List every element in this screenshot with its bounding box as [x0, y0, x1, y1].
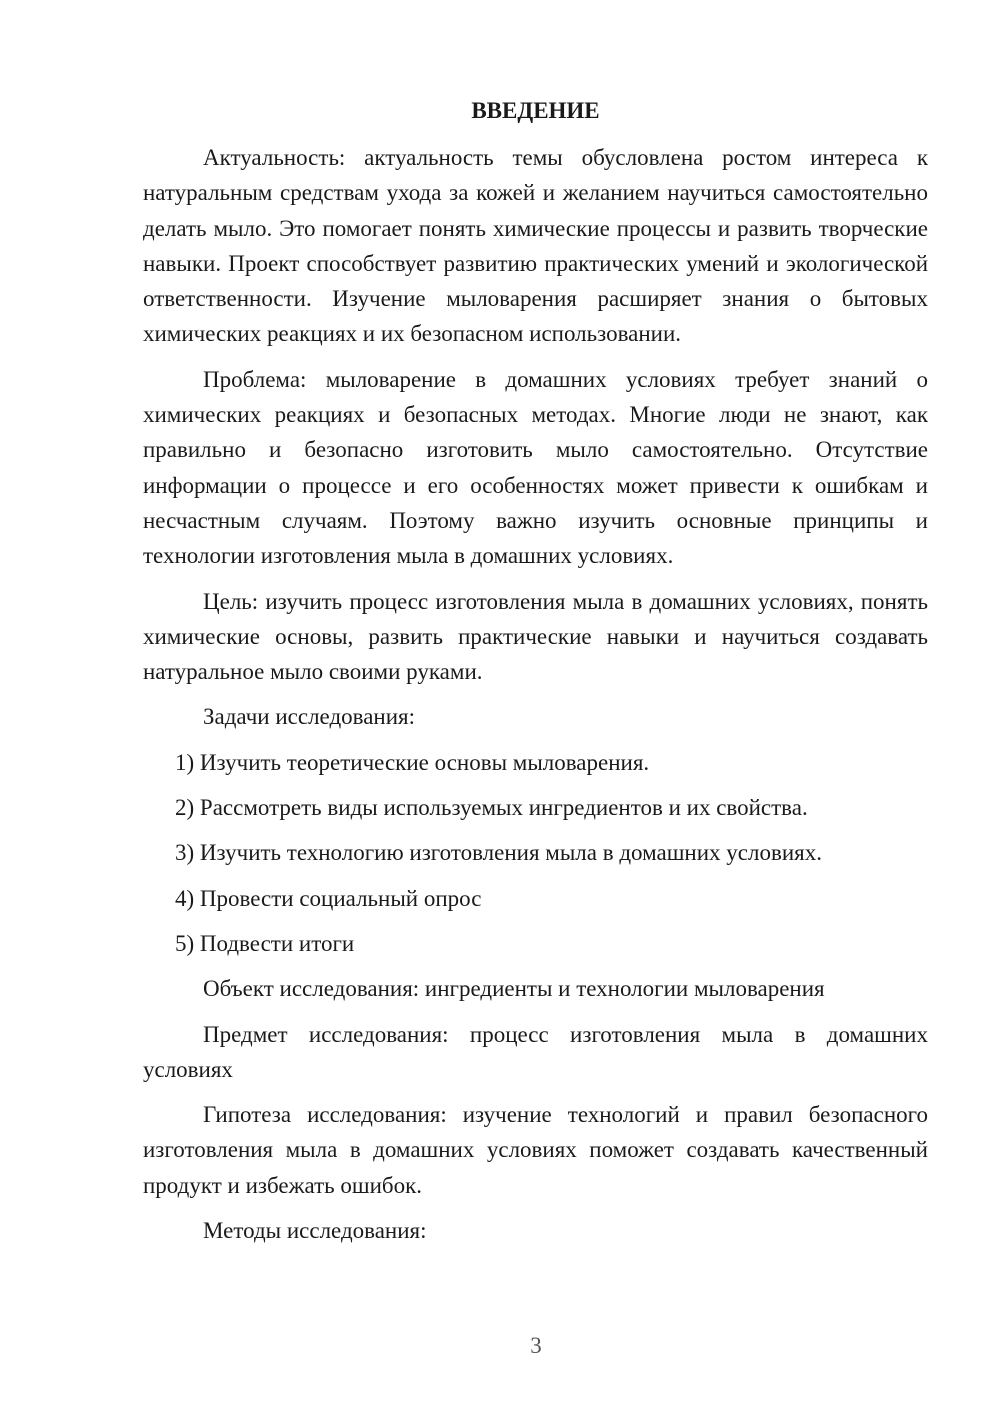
page-number: 3: [530, 1333, 542, 1358]
research-object: Объект исследования: ингредиенты и технологии мыловарения: [203, 976, 825, 1002]
task-item-2: 2) Рассмотреть виды используемых ингредиентов и их свойства.: [175, 795, 808, 821]
problem-paragraph: Проблема: мыловарение в домашних условиях требует знаний о химических реакциях и безопасных методах. Многие люди не знают, как правильно и безопасно изготовить мыло самостоятельно. Отсутствие информации о процессе и его особенностях может привести к ошибкам и несчастным случаям. Поэтому важно изучить основные принципы и технологии изготовления мыла в домашних условиях.: [143, 366, 928, 569]
goal-paragraph: Цель: изучить процесс изготовления мыла в домашних условиях, понять химические основы, развить практические навыки и научиться создавать натуральное мыло своими руками.: [143, 588, 928, 685]
task-item-3: 3) Изучить технологию изготовления мыла в домашних условиях.: [175, 840, 822, 866]
task-item-1: 1) Изучить теоретические основы мыловарения.: [175, 749, 650, 775]
page-title: ВВЕДЕНИЕ: [471, 98, 600, 123]
relevance-paragraph: Актуальность: актуальность темы обусловлена ростом интереса к натуральным средствам ухода за кожей и желанием научиться самостоятельно делать мыло. Это помогает понять химические процессы и развить творческие навыки. Проект способствует развитию практических умений и экологической ответственности. Изучение мыловарения расширяет знания о бытовых химических реакциях и их безопасном использовании.: [143, 145, 928, 347]
page-content: [143, 96, 928, 1258]
task-item-5: 5) Подвести итоги: [175, 930, 355, 956]
methods-heading: Методы исследования:: [203, 1218, 427, 1244]
research-hypothesis: Гипотеза исследования: изучение технологий и правил безопасного изготовления мыла в домашних условиях поможет создавать качественный продукт и избежать ошибок.: [143, 1102, 928, 1198]
task-item-4: 4) Провести социальный опрос: [175, 885, 482, 911]
research-subject: Предмет исследования: процесс изготовления мыла в домашних условиях: [143, 1021, 928, 1082]
tasks-heading: Задачи исследования:: [203, 704, 416, 730]
